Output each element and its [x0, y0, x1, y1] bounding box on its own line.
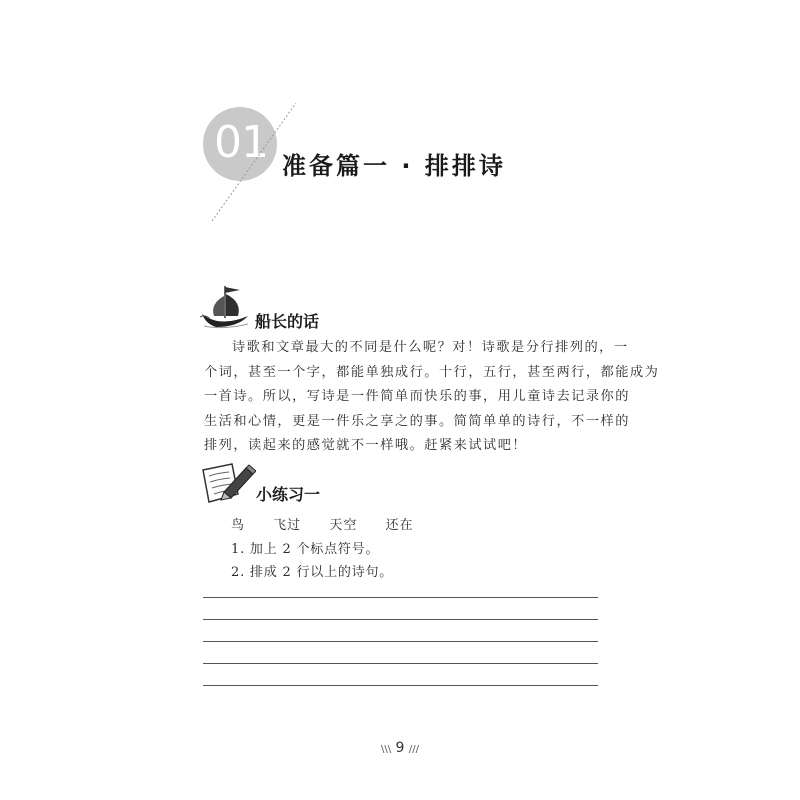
word-item: 还在: [385, 518, 414, 533]
word-item: 飞过: [273, 518, 302, 533]
exercise-words: [231, 514, 437, 533]
sailing-ship-icon: [198, 284, 250, 334]
chapter-title: 准备篇一 · 排排诗: [282, 152, 506, 180]
word-item: 鸟: [231, 518, 246, 533]
writing-line[interactable]: [203, 663, 598, 664]
captain-heading: 船长的话: [255, 312, 320, 331]
captain-paragraph: [204, 336, 660, 459]
page-number-right-decoration: ///: [408, 744, 420, 755]
chapter-number: 01: [214, 117, 268, 168]
paragraph-line: 排列，读起来的感觉就不一样哦。赶紧来试试吧！: [204, 438, 528, 453]
paper-pencil-icon: [200, 460, 256, 510]
paragraph-line: 生活和心情，更是一件乐之享之的事。简简单单的诗行，不一样的: [204, 413, 630, 429]
writing-line[interactable]: [203, 641, 598, 642]
paragraph-line: 诗歌和文章最大的不同是什么呢？对！诗歌是分行排列的，一: [232, 340, 629, 355]
page-number: 9: [395, 740, 405, 756]
page-number-left-decoration: \\\: [380, 744, 392, 755]
paragraph-line: 一首诗。所以，写诗是一件简单而快乐的事，用儿童诗去记录你的: [204, 389, 630, 404]
writing-line[interactable]: [203, 685, 598, 686]
writing-line[interactable]: [203, 597, 598, 598]
exercise-task-1: 1. 加上 2 个标点符号。: [231, 542, 380, 557]
writing-line[interactable]: [203, 619, 598, 620]
word-item: 天空: [329, 518, 358, 533]
paragraph-line: 个词，甚至一个字，都能单独成行。十行，五行，甚至两行，都能成为: [204, 364, 660, 380]
page-number-footer: [360, 740, 440, 756]
exercise-task-2: 2. 排成 2 行以上的诗句。: [231, 565, 394, 580]
exercise-heading: 小练习一: [256, 485, 321, 504]
